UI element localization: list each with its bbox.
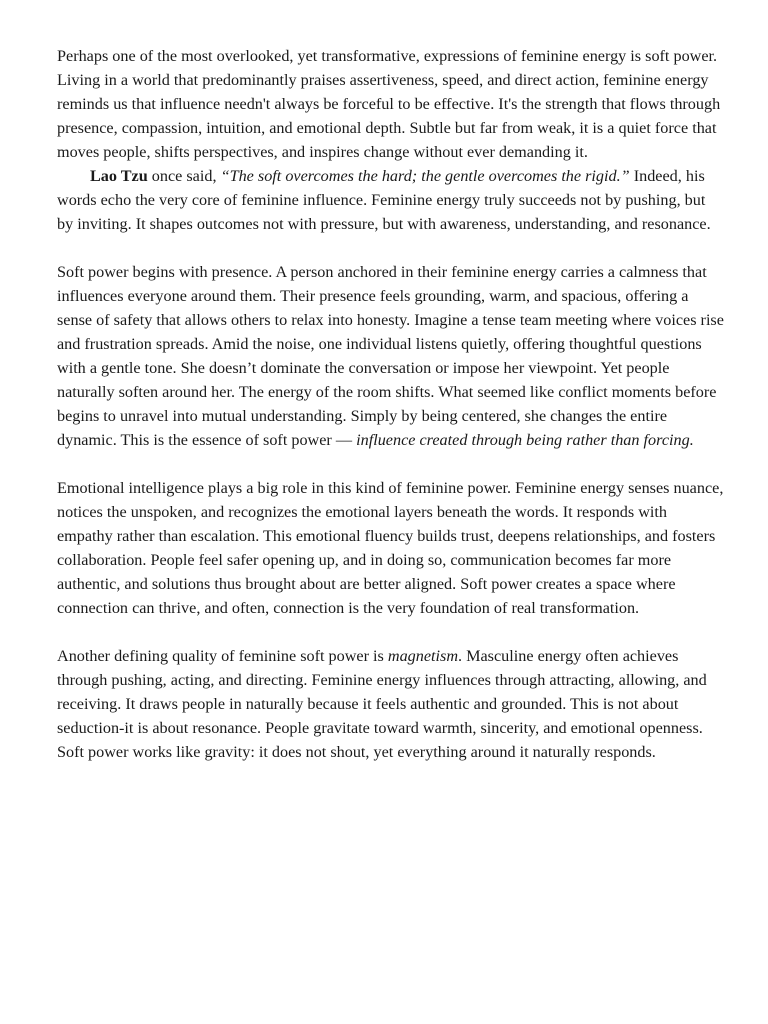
paragraph-presence — [57, 260, 725, 452]
paragraph-emotional-intelligence-text: Emotional intelligence plays a big role in this kind of feminine power. Feminine energy senses nuance, notices the unspoken, and recognizes the emotional layers beneath the words. It responds with empathy rather than escalation. This emotional fluency builds trust, deepens relationships, and fosters collaboration. People feel safer opening up, and in doing so, communication becomes far more authentic, and solutions thus brought about are better aligned. Soft power creates a space where connection can thrive, and often, connection is the very foundation of real transformation. — [57, 479, 724, 617]
quote-lead-in: once said, — [147, 167, 221, 185]
quote-author: Lao Tzu — [90, 167, 148, 185]
quote-followup: Indeed, his words echo the very core of feminine influence. Feminine energy truly succeeds not by pushing, but by inviting. It shapes outcomes not with pressure, but with awareness, understanding, and resonance. — [57, 167, 711, 233]
paragraph-spacer — [57, 452, 725, 476]
paragraph-spacer — [57, 620, 725, 644]
quote-text: “The soft overcomes the hard; the gentle overcomes the rigid.” — [220, 167, 630, 185]
paragraph-lao-tzu — [57, 164, 725, 236]
paragraph-presence-emphasis: influence created through being rather than forcing. — [356, 431, 694, 449]
paragraph-intro-text: Perhaps one of the most overlooked, yet transformative, expressions of feminine energy is soft power. Living in a world that predominantly praises assertiveness, speed, and direct action, feminine energy reminds us that influence needn't always be forceful to be effective. It's the strength that flows through presence, compassion, intuition, and emotional depth. Subtle but far from weak, it is a quiet force that moves people, shifts perspectives, and inspires change without ever demanding it. — [57, 47, 721, 161]
paragraph-magnetism — [57, 644, 725, 764]
paragraph-magnetism-after: . Masculine energy often achieves through pushing, acting, and directing. Feminine energy influences through attracting, allowing, and receiving. It draws people in naturally because it feels authentic and grounded. This is not about seduction-it is about resonance. People gravitate toward warmth, sincerity, and emotional openness. Soft power works like gravity: it does not shout, yet everything around it naturally responds. — [57, 647, 707, 761]
paragraph-presence-text: Soft power begins with presence. A person anchored in their feminine energy carries a calmness that influences everyone around them. Their presence feels grounding, warm, and spacious, offering a sense of safety that allows others to relax into honesty. Imagine a tense team meeting where voices rise and frustration spreads. Amid the noise, one individual listens quietly, offering thoughtful questions with a gentle tone. She doesn’t dominate the conversation or impose her viewpoint. Yet people naturally soften around her. The energy of the room shifts. What seemed like conflict moments before begins to unravel into mutual understanding. Simply by being centered, she changes the entire dynamic. This is the essence of soft power — — [57, 263, 724, 449]
paragraph-magnetism-before: Another defining quality of feminine soft power is — [57, 647, 388, 665]
paragraph-magnetism-emphasis: magnetism — [387, 647, 459, 665]
document-body — [57, 44, 725, 764]
paragraph-emotional-intelligence — [57, 476, 725, 620]
paragraph-intro — [57, 44, 725, 164]
paragraph-spacer — [57, 236, 725, 260]
